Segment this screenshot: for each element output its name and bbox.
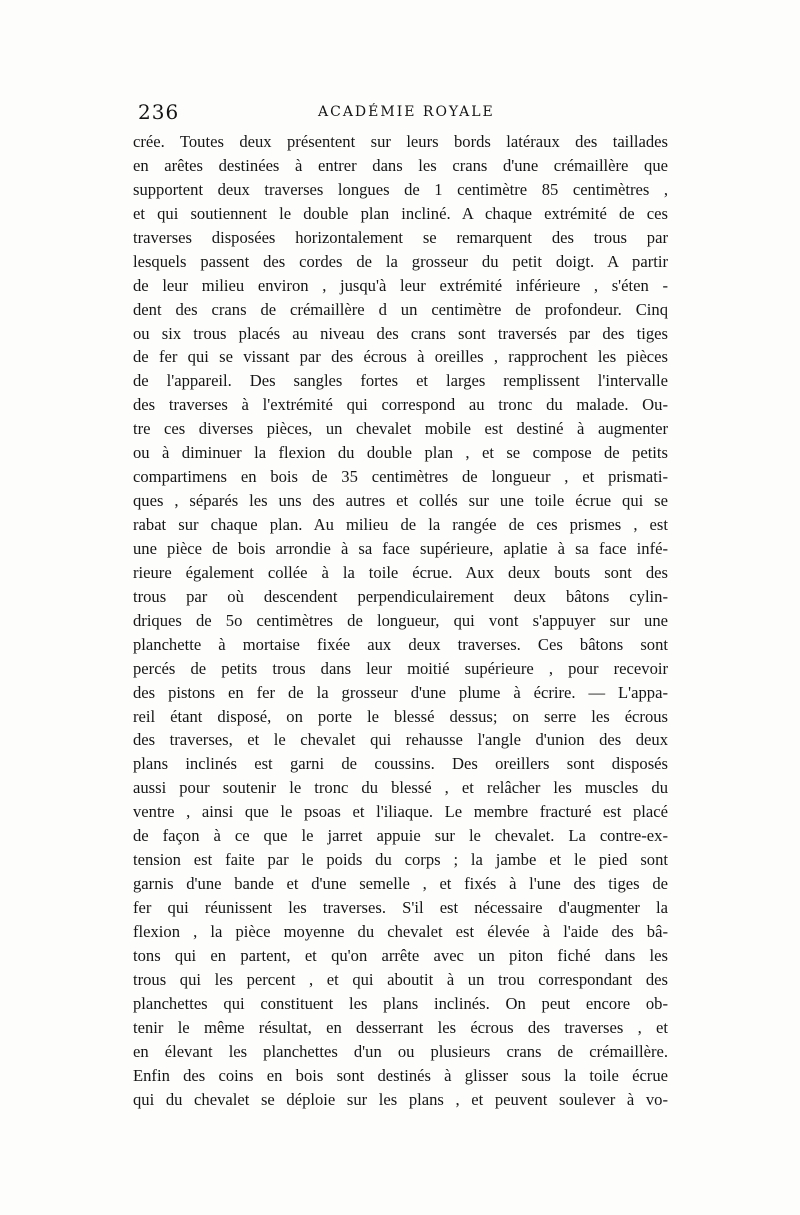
text-line: trous par où descendent perpendiculairement deux bâtons cylin- [133, 586, 668, 606]
text-line: tension est faite par le poids du corps ; la jambe et le pied sont [133, 850, 668, 870]
text-line: ventre , ainsi que le psoas et l'iliaque. Le membre fracturé est placé [133, 802, 668, 822]
text-line: ques , séparés les uns des autres et collés sur une toile écrue qui se [133, 491, 668, 511]
running-head: ACADÉMIE ROYALE [318, 104, 495, 120]
text-line: ou à diminuer la flexion du double plan , et se compose de petits [133, 443, 668, 463]
text-line: rabat sur chaque plan. Au milieu de la rangée de ces prismes , est [133, 515, 668, 534]
text-line: qui du chevalet se déploie sur les plans , et peuvent soulever à vo- [133, 1089, 668, 1109]
text-line: percés de petits trous dans leur moitié supérieure , pour recevoir [133, 658, 668, 678]
text-line: dent des crans de crémaillère d un centimètre de profondeur. Cinq [133, 299, 668, 319]
text-line: de façon à ce que le jarret appuie sur le chevalet. La contre-ex- [133, 826, 668, 846]
text-line: de leur milieu environ , jusqu'à leur extrémité inférieure , s'éten - [133, 275, 668, 295]
text-line: Enfin des coins en bois sont destinés à glisser sous la toile écrue [133, 1065, 668, 1085]
text-line: reil étant disposé, on porte le blessé dessus; on serre les écrous [133, 706, 668, 726]
page-header [138, 100, 668, 124]
text-line: compartimens en bois de 35 centimètres de longueur , et prismati- [133, 467, 668, 487]
text-line: des pistons en fer de la grosseur d'une plume à écrire. — L'appa- [133, 682, 668, 702]
page-number: 236 [138, 100, 180, 124]
text-line: fer qui réunissent les traverses. S'il est nécessaire d'augmenter la [133, 898, 668, 917]
text-line: de l'appareil. Des sangles fortes et larges remplissent l'intervalle [133, 371, 668, 391]
text-line: tenir le même résultat, en desserrant les écrous des traverses , et [133, 1017, 668, 1037]
text-line: des traverses, et le chevalet qui rehausse l'angle d'union des deux [133, 730, 668, 750]
text-line: ou six trous placés au niveau des crans sont traversés par des tiges [133, 323, 668, 343]
text-line: supportent deux traverses longues de 1 centimètre 85 centimètres , [133, 179, 668, 199]
text-line: aussi pour soutenir le tronc du blessé , et relâcher les muscles du [133, 778, 668, 798]
text-line: garnis d'une bande et d'une semelle , et fixés à l'une des tiges de [133, 874, 668, 894]
text-line: flexion , la pièce moyenne du chevalet est élevée à l'aide des bâ- [133, 921, 668, 941]
body-text [133, 130, 668, 1111]
text-line: crée. Toutes deux présentent sur leurs bords latéraux des taillades [133, 132, 668, 151]
text-line: et qui soutiennent le double plan incliné. A chaque extrémité de ces [133, 203, 668, 223]
text-line: driques de 5o centimètres de longueur, qui vont s'appuyer sur une [133, 610, 668, 630]
text-line: traverses disposées horizontalement se remarquent des trous par [133, 227, 668, 247]
text-line: tons qui en partent, et qu'on arrête avec un piton fiché dans les [133, 945, 668, 965]
text-line: en élevant les planchettes d'un ou plusieurs crans de crémaillère. [133, 1041, 668, 1061]
text-line: planchette à mortaise fixée aux deux traverses. Ces bâtons sont [133, 634, 668, 654]
text-line: rieure également collée à la toile écrue. Aux deux bouts sont des [133, 562, 668, 582]
text-line: trous qui les percent , et qui aboutit à un trou correspondant des [133, 969, 668, 989]
text-line: plans inclinés est garni de coussins. Des oreillers sont disposés [133, 754, 668, 774]
text-line: planchettes qui constituent les plans inclinés. On peut encore ob- [133, 993, 668, 1013]
text-line: en arêtes destinées à entrer dans les crans d'une crémaillère que [133, 155, 668, 175]
text-line: de fer qui se vissant par des écrous à oreilles , rapprochent les pièces [133, 347, 668, 367]
text-line: une pièce de bois arrondie à sa face supérieure, aplatie à sa face infé- [133, 538, 668, 558]
text-line: tre ces diverses pièces, un chevalet mobile est destiné à augmenter [133, 419, 668, 439]
text-line: des traverses à l'extrémité qui correspond au tronc du malade. Ou- [133, 395, 668, 415]
text-line: lesquels passent des cordes de la grosseur du petit doigt. A partir [133, 251, 668, 271]
